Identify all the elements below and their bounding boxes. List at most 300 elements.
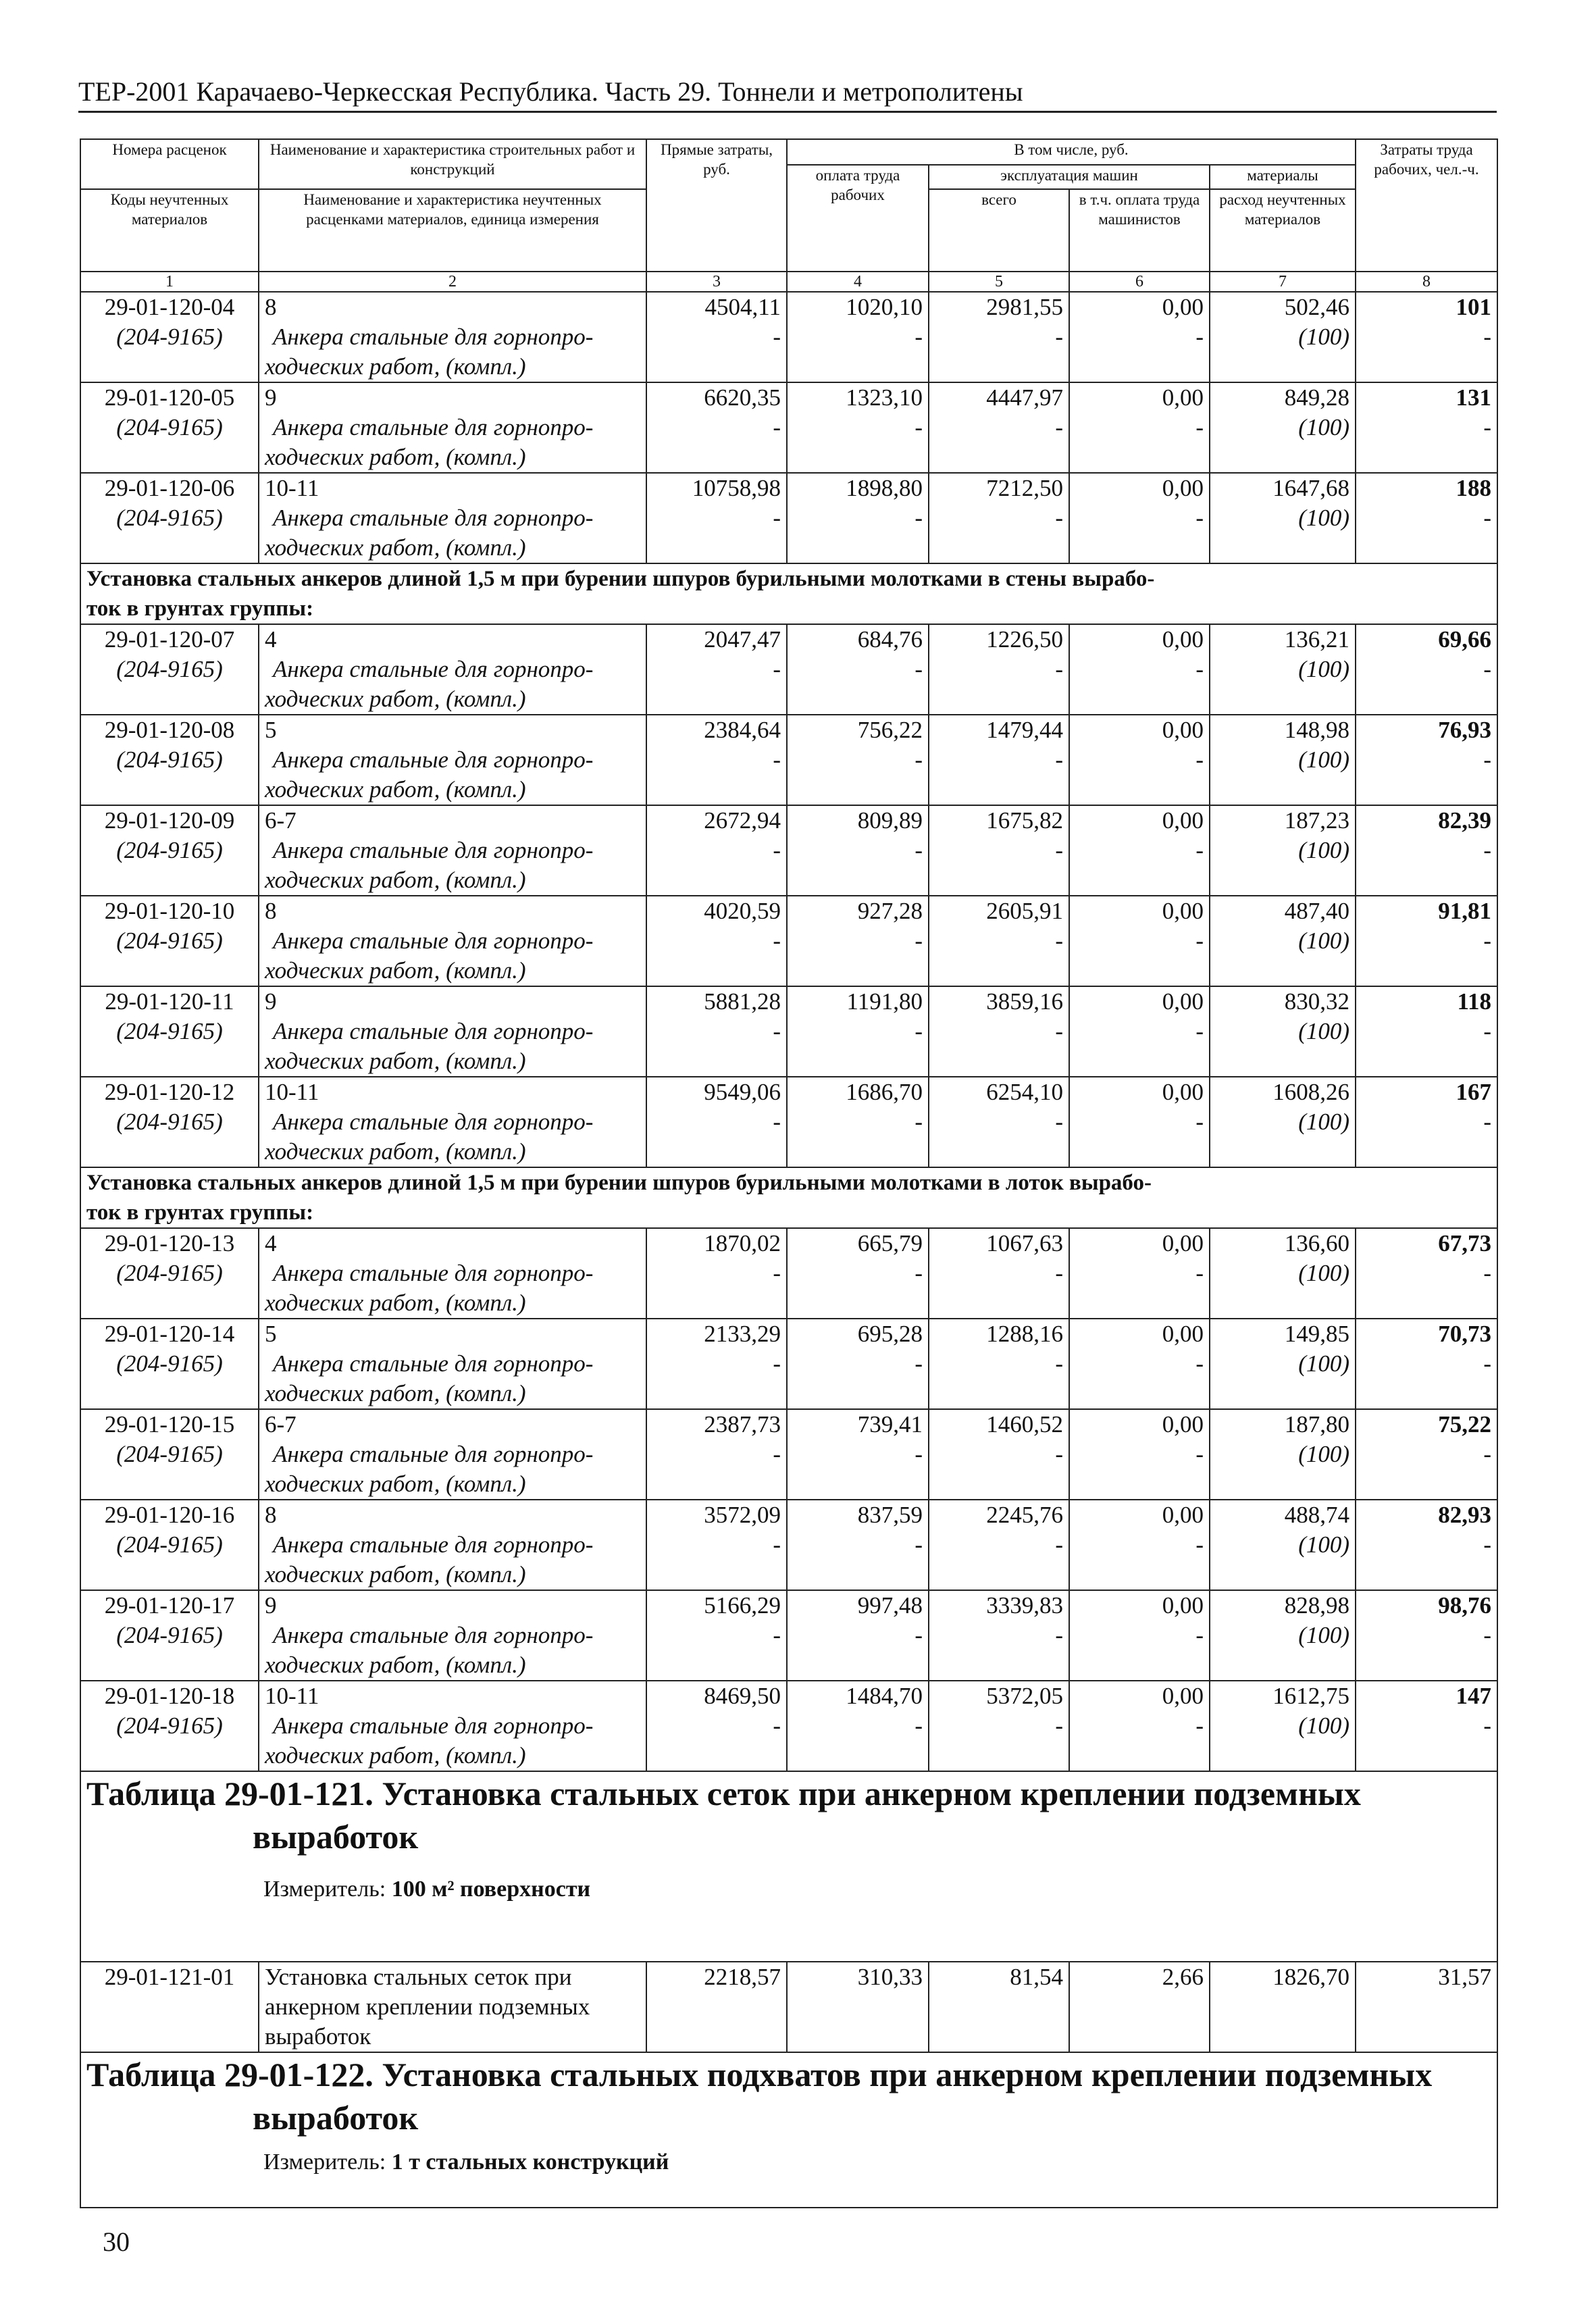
material-name: ходческих работ, (компл.) [265,353,526,380]
direct-cost: 10758,98 [692,475,781,501]
labor-pay-cell [787,1500,929,1590]
material-code: (204-9165) [116,324,223,350]
materials-cell [1210,1590,1356,1681]
machinist-pay: 0,00 [1162,294,1204,320]
materials-cell [1210,986,1356,1077]
labor-hours: 70,73 [1438,1321,1492,1347]
labor-pay-cell [787,292,929,382]
table-122-title-cell [80,2052,1497,2208]
dash: - [1483,1109,1492,1135]
machinist-pay-cell [1069,1077,1210,1167]
labor-hours: 188 [1456,475,1492,501]
labor-hours-cell [1356,382,1497,473]
machinist-pay-cell [1069,896,1210,986]
rate-code-cell [80,382,259,473]
table-row [80,896,1497,986]
machines-total: 3859,16 [986,988,1063,1015]
materials-cell [1210,382,1356,473]
col-material-codes-header: Коды неучтенных материалов [80,189,259,272]
materials-cost: 187,80 [1284,1411,1350,1438]
machines-total-cell [929,715,1069,805]
machines-total: 1226,50 [986,626,1063,653]
section-heading-line: Установка стальных анкеров длиной 1,5 м при бурении шпуров бурильными молотками в стены вырабо- [86,567,1155,591]
dash: - [1055,837,1063,863]
material-qty: (100) [1298,1441,1350,1467]
labor-hours-cell [1356,1319,1497,1409]
dash: - [915,1018,923,1044]
material-qty: (100) [1298,927,1350,954]
dash: - [1483,927,1492,954]
material-code: (204-9165) [116,1350,223,1377]
dash: - [915,1260,923,1286]
material-code: (204-9165) [116,656,223,682]
machinist-pay-cell [1069,1681,1210,1771]
machines-total-cell [929,382,1069,473]
soil-group: 6-7 [265,807,297,834]
soil-group: 4 [265,1230,277,1256]
dash: - [915,1109,923,1135]
direct-cost-cell [646,473,787,563]
labor-hours: 147 [1456,1683,1492,1709]
materials-cost: 1612,75 [1272,1683,1350,1709]
dash: - [1483,1350,1492,1377]
table-122-title: Таблица 29-01-122. Установка стальных подхватов при анкерном креплении подземных выработок [86,2056,1433,2137]
materials-cell [1210,1077,1356,1167]
material-code: (204-9165) [116,505,223,531]
rate-code-cell [80,1500,259,1590]
dash: - [915,746,923,773]
labor-hours: 167 [1456,1079,1492,1105]
meter-label: Измеритель: [263,1877,386,1902]
dash: - [1483,414,1492,440]
meter-value: 1 т стальных конструкций [391,2150,669,2175]
table-122-meter [86,2149,1491,2176]
rate-code: 29-01-120-17 [104,1592,235,1619]
materials-cost: 830,32 [1284,988,1350,1015]
direct-cost: 5166,29 [704,1592,781,1619]
labor-pay-cell [787,1409,929,1500]
machines-total: 2245,76 [986,1502,1063,1528]
material-qty: (100) [1298,1260,1350,1286]
materials-cell [1210,292,1356,382]
rate-code: 29-01-120-06 [104,475,235,501]
soil-group: 10-11 [265,1683,319,1709]
col-material-name-header: Наименование и характеристика неучтенных расценками материалов, единица измерения [259,189,646,272]
column-number: 2 [259,272,646,292]
machines-total: 6254,10 [986,1079,1063,1105]
labor-hours-cell [1356,896,1497,986]
direct-cost-cell [646,624,787,715]
direct-cost: 2387,73 [704,1411,781,1438]
table-row [80,715,1497,805]
machinist-pay: 0,00 [1162,807,1204,834]
rate-name: Установка стальных сеток при анкерном креплении подземных выработок [259,1962,646,2052]
machinist-pay: 0,00 [1162,898,1204,924]
dash: - [915,414,923,440]
material-name: ходческих работ, (компл.) [265,1380,526,1406]
dash: - [1055,324,1063,350]
direct-cost: 8469,50 [704,1683,781,1709]
section-tray [80,1167,1497,1228]
dash: - [1195,505,1204,531]
rate-code-cell [80,1228,259,1319]
machines-total: 3339,83 [986,1592,1063,1619]
material-code: (204-9165) [116,1018,223,1044]
machines-total: 4447,97 [986,384,1063,411]
direct-cost-cell [646,805,787,896]
table-121-title-cell [80,1771,1497,1962]
material-name: Анкера стальные для горнопро- [273,505,594,531]
direct-cost: 4020,59 [704,898,781,924]
materials-cost: 136,21 [1284,626,1350,653]
material-code: (204-9165) [116,1712,223,1739]
machines-total-cell [929,986,1069,1077]
soil-group: 9 [265,384,277,411]
table-row [80,805,1497,896]
direct-cost: 1870,02 [704,1230,781,1256]
dash: - [915,324,923,350]
rate-code: 29-01-120-04 [104,294,235,320]
dash: - [1195,1260,1204,1286]
labor-hours: 75,22 [1438,1411,1492,1438]
material-code: (204-9165) [116,1531,223,1558]
material-name: Анкера стальные для горнопро- [273,1441,594,1467]
dash: - [915,1712,923,1739]
material-name: Анкера стальные для горнопро- [273,746,594,773]
direct-cost-cell [646,382,787,473]
rate-code: 29-01-120-05 [104,384,235,411]
machinist-pay: 0,00 [1162,1321,1204,1347]
soil-group: 9 [265,988,277,1015]
dash: - [915,927,923,954]
dash: - [773,1622,781,1648]
machinist-pay: 0,00 [1162,1502,1204,1528]
column-number: 3 [646,272,787,292]
material-name: ходческих работ, (компл.) [265,1048,526,1074]
direct-cost: 2218,57 [646,1962,787,2052]
meter-value: 100 м² поверхности [391,1877,591,1902]
material-name: ходческих работ, (компл.) [265,1290,526,1316]
machines-total-cell [929,805,1069,896]
material-code: (204-9165) [116,1260,223,1286]
rate-name-cell [259,1228,646,1319]
table-122 [80,2052,1497,2208]
machines-total-cell [929,473,1069,563]
table-row [80,1228,1497,1319]
material-qty: (100) [1298,746,1350,773]
dash: - [915,505,923,531]
materials-cell [1210,473,1356,563]
rate-group-c [80,1228,1497,1771]
machines-total: 1675,82 [986,807,1063,834]
table-121 [80,1771,1497,2052]
direct-cost: 4504,11 [704,294,781,320]
machines-total-cell [929,896,1069,986]
dash: - [773,1109,781,1135]
material-code: (204-9165) [116,746,223,773]
material-name: ходческих работ, (компл.) [265,686,526,712]
rate-name-cell [259,292,646,382]
labor-pay-cell [787,473,929,563]
materials-cost: 148,98 [1284,717,1350,743]
dash: - [1483,1712,1492,1739]
col-materials-sub-header: расход неучтенных материалов [1210,189,1356,272]
section-heading-line: Установка стальных анкеров длиной 1,5 м при бурении шпуров бурильными молотками в лоток вырабо- [86,1171,1152,1195]
labor-hours-cell [1356,1077,1497,1167]
labor-hours: 67,73 [1438,1230,1492,1256]
material-qty: (100) [1298,1018,1350,1044]
table-row [80,382,1497,473]
materials-cost: 1647,68 [1272,475,1350,501]
material-name: Анкера стальные для горнопро- [273,1260,594,1286]
dash: - [1195,656,1204,682]
rate-code: 29-01-120-12 [104,1079,235,1105]
dash: - [773,1350,781,1377]
dash: - [1483,746,1492,773]
dash: - [1055,746,1063,773]
material-qty: (100) [1298,1350,1350,1377]
dash: - [1483,1260,1492,1286]
page-title: ТЕР-2001 Карачаево-Черкесская Республика. Часть 29. Тоннели и метрополитены [78,76,1023,107]
labor-hours-cell [1356,1500,1497,1590]
material-code: (204-9165) [116,414,223,440]
rate-code-cell [80,473,259,563]
machines-total: 1460,52 [986,1411,1063,1438]
dash: - [1195,414,1204,440]
material-code: (204-9165) [116,1109,223,1135]
material-name: Анкера стальные для горнопро- [273,1018,594,1044]
material-code: (204-9165) [116,927,223,954]
rate-code: 29-01-120-13 [104,1230,235,1256]
dash: - [915,1441,923,1467]
labor-pay-cell [787,1319,929,1409]
rate-name-cell [259,1590,646,1681]
labor-pay: 1686,70 [846,1079,923,1105]
rate-name-cell [259,473,646,563]
rate-code: 29-01-121-01 [80,1962,259,2052]
soil-group: 8 [265,1502,277,1528]
rate-code: 29-01-120-08 [104,717,235,743]
labor-pay-cell [787,1590,929,1681]
direct-cost: 2672,94 [704,807,781,834]
soil-group: 10-11 [265,475,319,501]
materials-cost: 187,23 [1284,807,1350,834]
dash: - [1055,414,1063,440]
meter-label: Измеритель: [263,2150,386,2175]
rate-code-cell [80,1077,259,1167]
machinist-pay: 0,00 [1162,988,1204,1015]
direct-cost-cell [646,1228,787,1319]
labor-hours: 91,81 [1438,898,1492,924]
materials-cell [1210,805,1356,896]
machines-total: 2981,55 [986,294,1063,320]
labor-pay: 1898,80 [846,475,923,501]
table-row [80,1319,1497,1409]
labor-hours-cell [1356,292,1497,382]
machinist-pay-cell [1069,715,1210,805]
dash: - [1055,1260,1063,1286]
labor-pay: 927,28 [857,898,923,924]
machines-total-cell [929,1681,1069,1771]
dash: - [1055,1622,1063,1648]
machines-total: 1288,16 [986,1321,1063,1347]
rate-code: 29-01-120-10 [104,898,235,924]
soil-group: 10-11 [265,1079,319,1105]
labor-pay-cell [787,805,929,896]
direct-cost: 2133,29 [704,1321,781,1347]
materials-cost: 488,74 [1284,1502,1350,1528]
machinist-pay: 0,00 [1162,717,1204,743]
material-name: Анкера стальные для горнопро- [273,1622,594,1648]
direct-cost-cell [646,715,787,805]
materials-cell [1210,896,1356,986]
dash: - [1055,1712,1063,1739]
table-row [80,473,1497,563]
material-qty: (100) [1298,1622,1350,1648]
materials-cost: 828,98 [1284,1592,1350,1619]
machinist-pay-cell [1069,1590,1210,1681]
section-heading [80,563,1497,624]
material-name: ходческих работ, (компл.) [265,867,526,893]
dash: - [1055,1018,1063,1044]
material-name: ходческих работ, (компл.) [265,444,526,470]
machines-total-cell [929,1228,1069,1319]
column-number: 8 [1356,272,1497,292]
dash: - [915,1531,923,1558]
labor-pay: 684,76 [857,626,923,653]
soil-group: 4 [265,626,277,653]
materials-cost: 149,85 [1284,1321,1350,1347]
soil-group: 9 [265,1592,277,1619]
table-row [80,1409,1497,1500]
column-number: 6 [1069,272,1210,292]
section-heading [80,1167,1497,1228]
rate-code: 29-01-120-16 [104,1502,235,1528]
direct-cost: 2047,47 [704,626,781,653]
rate-code-cell [80,986,259,1077]
material-qty: (100) [1298,324,1350,350]
material-name: ходческих работ, (компл.) [265,1652,526,1678]
machinist-pay-cell [1069,1500,1210,1590]
labor-pay: 756,22 [857,717,923,743]
dash: - [1195,1018,1204,1044]
rate-name-cell [259,715,646,805]
rate-code: 29-01-120-18 [104,1683,235,1709]
dash: - [1483,1622,1492,1648]
rate-code-cell [80,292,259,382]
machinist-pay-cell [1069,292,1210,382]
labor-hours-cell [1356,473,1497,563]
machinist-pay: 0,00 [1162,1683,1204,1709]
machinist-pay-cell [1069,1319,1210,1409]
direct-cost: 5881,28 [704,988,781,1015]
rate-name-cell [259,382,646,473]
dash: - [1483,837,1492,863]
labor-pay: 809,89 [857,807,923,834]
material-code: (204-9165) [116,1622,223,1648]
machines-total: 2605,91 [986,898,1063,924]
rate-group-b [80,624,1497,1167]
machinist-pay: 0,00 [1162,384,1204,411]
dash: - [773,927,781,954]
material-name: Анкера стальные для горнопро- [273,1712,594,1739]
materials-cost: 502,46 [1284,294,1350,320]
page-number: 30 [103,2227,130,2257]
material-code: (204-9165) [116,1441,223,1467]
labor-pay: 1484,70 [846,1683,923,1709]
table-row [80,986,1497,1077]
col-labor-header: оплата труда рабочих [787,165,929,272]
rate-name-cell [259,986,646,1077]
machinist-pay: 0,00 [1162,1230,1204,1256]
rate-code-cell [80,1681,259,1771]
direct-cost-cell [646,896,787,986]
col-machines-total-header: всего [929,189,1069,272]
rate-code: 29-01-120-11 [105,988,234,1015]
machines-total: 1067,63 [986,1230,1063,1256]
material-qty: (100) [1298,505,1350,531]
direct-cost-cell [646,1319,787,1409]
dash: - [1055,505,1063,531]
table-row [80,1590,1497,1681]
materials-cell [1210,1228,1356,1319]
direct-cost: 6620,35 [704,384,781,411]
dash: - [915,1350,923,1377]
labor-pay: 997,48 [857,1592,923,1619]
dash: - [1195,1350,1204,1377]
labor-pay: 837,59 [857,1502,923,1528]
machinist-pay-cell [1069,473,1210,563]
labor-hours: 82,39 [1438,807,1492,834]
dash: - [773,746,781,773]
materials-cost: 1608,26 [1272,1079,1350,1105]
dash: - [1483,1018,1492,1044]
labor-hours-cell [1356,1409,1497,1500]
column-number: 7 [1210,272,1356,292]
col-name-header: Наименование и характеристика строительных работ и конструкций [259,139,646,189]
machinist-pay: 0,00 [1162,1079,1204,1105]
table-121-title: Таблица 29-01-121. Установка стальных сеток при анкерном креплении подземных выработок [86,1775,1361,1856]
labor-hours-cell [1356,986,1497,1077]
material-name: Анкера стальные для горнопро- [273,414,594,440]
page-header [78,76,1497,113]
col-machines-header: эксплуатация машин [929,165,1210,189]
material-qty: (100) [1298,1531,1350,1558]
dash: - [1055,656,1063,682]
labor-hours-cell [1356,624,1497,715]
machines-total: 81,54 [929,1962,1069,2052]
machinist-pay: 0,00 [1162,475,1204,501]
dash: - [773,324,781,350]
rate-code-cell [80,1409,259,1500]
price-table [80,138,1498,2208]
dash: - [1195,1109,1204,1135]
rate-name-cell [259,1681,646,1771]
labor-pay-cell [787,986,929,1077]
labor-hours-cell [1356,1590,1497,1681]
materials-cell [1210,1681,1356,1771]
material-qty: (100) [1298,837,1350,863]
labor-hours: 98,76 [1438,1592,1492,1619]
soil-group: 5 [265,717,277,743]
rate-code-cell [80,624,259,715]
labor-pay: 665,79 [857,1230,923,1256]
machinist-pay-cell [1069,382,1210,473]
material-name: ходческих работ, (компл.) [265,776,526,803]
material-name: Анкера стальные для горнопро- [273,656,594,682]
material-name: Анкера стальные для горнопро- [273,927,594,954]
labor-pay-cell [787,624,929,715]
